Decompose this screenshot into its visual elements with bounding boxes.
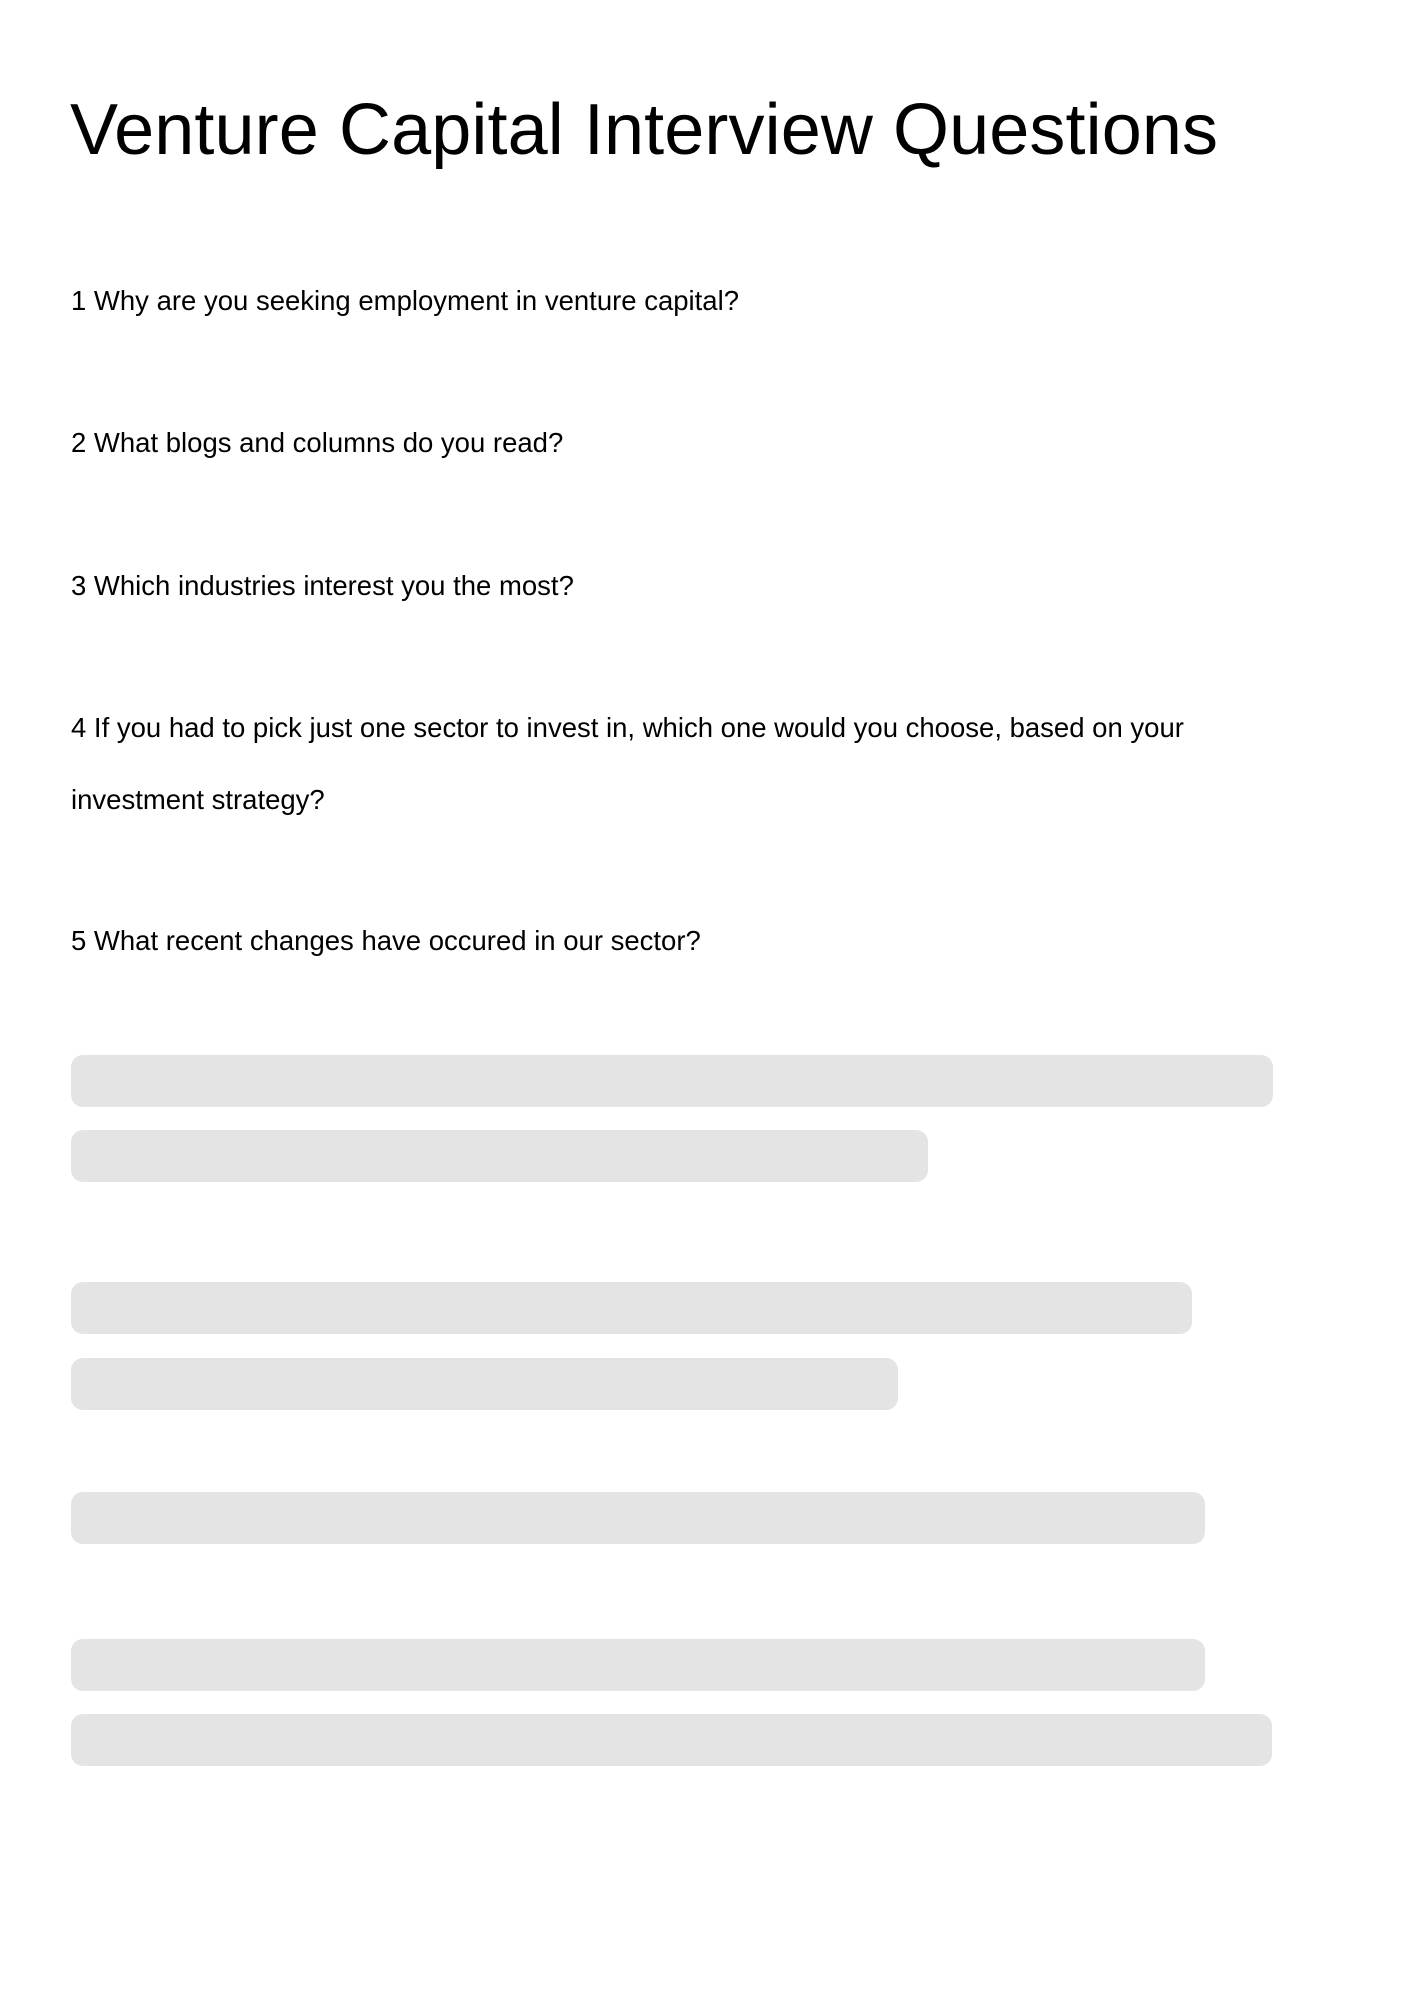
question-5-text: 5 What recent changes have occured in our sector?: [71, 925, 701, 956]
document-title: Venture Capital Interview Questions: [70, 90, 1219, 170]
question-4: [71, 712, 1184, 816]
question-4-text-line-1: 4 If you had to pick just one sector to invest in, which one would you choose, based on your: [71, 712, 1184, 743]
redacted-text-block: [71, 1492, 1205, 1544]
question-3: [71, 570, 574, 602]
redacted-text-block: [71, 1130, 928, 1182]
question-1: [71, 285, 739, 317]
redacted-text-block: [71, 1358, 898, 1410]
redacted-text-block: [71, 1055, 1273, 1107]
question-2: [71, 427, 563, 459]
question-4-text-line-2: investment strategy?: [71, 784, 325, 815]
question-2-text: 2 What blogs and columns do you read?: [71, 427, 564, 458]
redacted-text-block: [71, 1714, 1272, 1766]
redacted-text-block: [71, 1282, 1192, 1334]
question-1-text: 1 Why are you seeking employment in venture capital?: [71, 285, 739, 316]
redacted-text-block: [71, 1639, 1205, 1691]
question-3-text: 3 Which industries interest you the most?: [71, 570, 574, 601]
question-5: [71, 925, 701, 957]
